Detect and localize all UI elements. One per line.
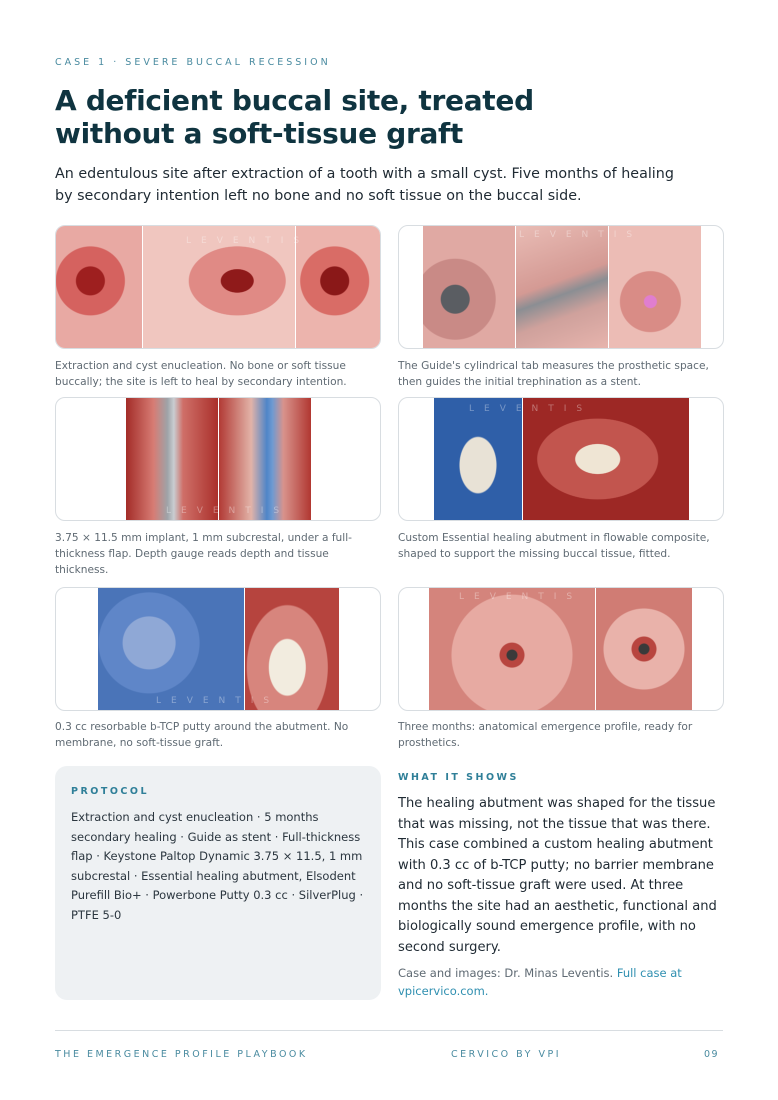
- full-case-link[interactable]: Full case at vpicervico.com.: [398, 966, 682, 998]
- figure-3-card: [55, 397, 381, 521]
- figure-3-photo-b: [219, 398, 311, 520]
- figure-6-photo-b: [596, 588, 692, 710]
- title-line-1: A deficient buccal site, treated: [55, 84, 534, 117]
- watermark: LEVENTIS: [186, 236, 310, 246]
- protocol-box: [55, 766, 381, 1000]
- figure-6-caption: Three months: anatomical emergence profile, ready for prosthetics.: [398, 721, 693, 749]
- figure-2-card: [398, 225, 724, 349]
- footer-publication: THE EMERGENCE PROFILE PLAYBOOK: [55, 1049, 308, 1060]
- figure-1-photo-a: [56, 226, 142, 348]
- watermark: LEVENTIS: [519, 230, 643, 240]
- figure-6-photo-a: [429, 588, 595, 710]
- protocol-body: Extraction and cyst enucleation · 5 months secondary healing · Guide as stent · Full-thickness flap · Keystone Paltop Dynamic 3.75 × 11.5, 1 mm subcrestal · Essential healing abutment, Elsodent Purefill Bio+ · Powerbone Putty 0.3 cc · SilverPlug · PTFE 5-0: [71, 810, 364, 922]
- watermark: LEVENTIS: [459, 592, 583, 602]
- footer-divider: [55, 1030, 723, 1031]
- what-it-shows-body: The healing abutment was shaped for the tissue that was missing, not the tissue that was there. This case combined a custom healing abutment with 0.3 cc of b-TCP putty; no barrier membrane and no soft-tissue graft were used. At three months the site had an aesthetic, functional and biologically sound emergence profile, with no second surgery.: [398, 796, 717, 955]
- figure-4-caption: Custom Essential healing abutment in flowable composite, shaped to support the missing buccal tissue, fitted.: [398, 532, 710, 560]
- figure-5-photo-a: [98, 588, 244, 710]
- figure-3-caption: 3.75 × 11.5 mm implant, 1 mm subcrestal, under a full-thickness flap. Depth gauge reads depth and tissue thickness.: [55, 532, 352, 576]
- figure-4-photo-a: [434, 398, 522, 520]
- lead-paragraph: An edentulous site after extraction of a tooth with a small cyst. Five months of healing by secondary intention left no bone and no soft tissue on the buccal side.: [55, 166, 674, 204]
- watermark: LEVENTIS: [166, 506, 290, 516]
- figure-2-caption: The Guide's cylindrical tab measures the prosthetic space, then guides the initial trephination as a stent.: [398, 360, 709, 388]
- figure-2-photo-b: [516, 226, 608, 348]
- watermark: LEVENTIS: [469, 404, 593, 414]
- figure-5-card: [55, 587, 381, 711]
- figure-1-caption: Extraction and cyst enucleation. No bone or soft tissue buccally; the site is left to heal by secondary intention.: [55, 360, 347, 388]
- figure-1-card: [55, 225, 381, 349]
- watermark: LEVENTIS: [156, 696, 280, 706]
- figure-2-photo-c: [609, 226, 701, 348]
- title-line-2: without a soft-tissue graft: [55, 117, 464, 150]
- case-eyebrow: CASE 1 · SEVERE BUCCAL RECESSION: [55, 57, 331, 68]
- figure-6-card: [398, 587, 724, 711]
- page-number: 09: [704, 1049, 720, 1060]
- figure-5-photo-b: [245, 588, 339, 710]
- image-credit: [398, 964, 726, 1000]
- protocol-heading: PROTOCOL: [71, 786, 150, 797]
- figure-3-photo-a: [126, 398, 218, 520]
- credit-text: Case and images: Dr. Minas Leventis.: [398, 966, 614, 980]
- what-it-shows-heading: WHAT IT SHOWS: [398, 772, 519, 783]
- footer-brand: CERVICO BY VPI: [451, 1049, 561, 1060]
- figure-4-card: [398, 397, 724, 521]
- figure-4-photo-b: [523, 398, 689, 520]
- figure-5-caption: 0.3 cc resorbable b-TCP putty around the abutment. No membrane, no soft-tissue graft.: [55, 721, 349, 749]
- page-title: [55, 84, 655, 150]
- figure-2-photo-a: [423, 226, 515, 348]
